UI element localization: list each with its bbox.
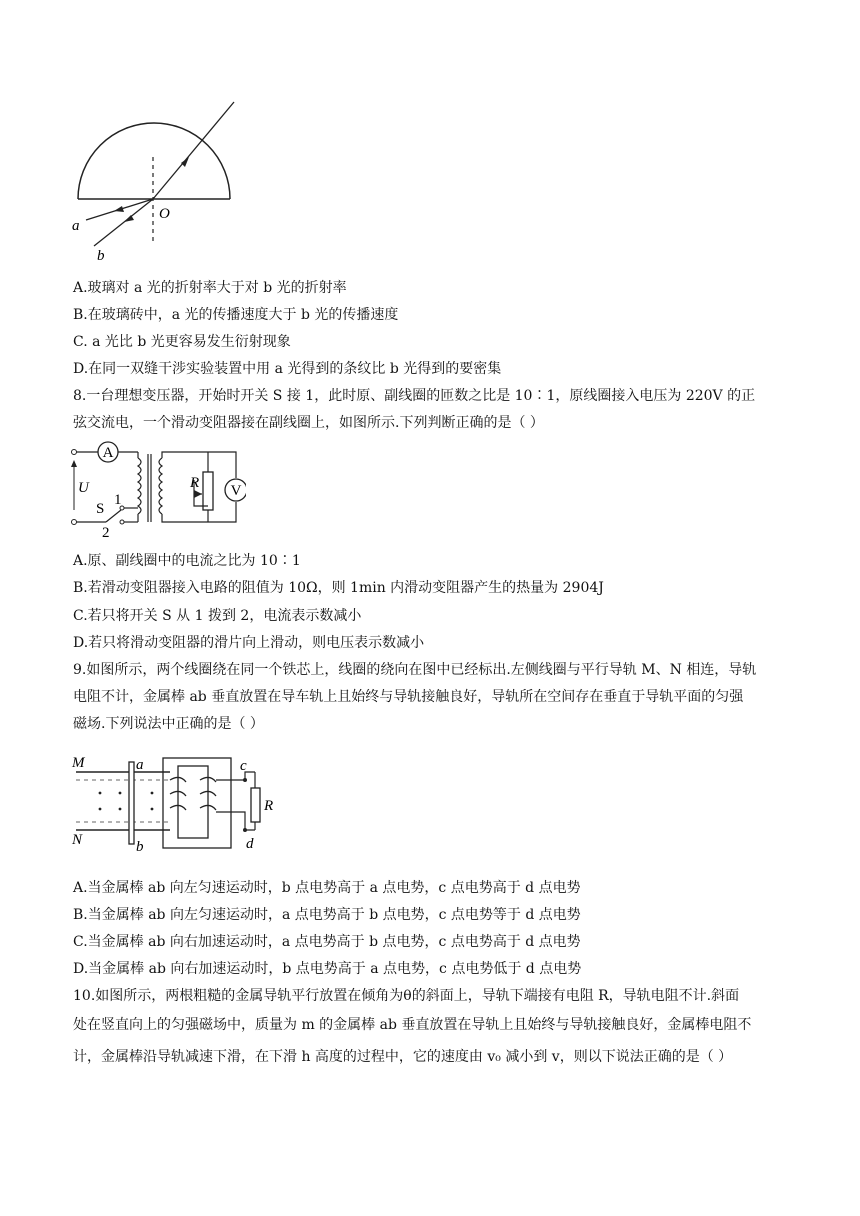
resistor-R <box>251 788 260 822</box>
label-a: a <box>72 218 80 234</box>
q9-stem-line2: 电阻不计，金属棒 ab 垂直放置在导车轨上且始终与导轨接触良好，导轨所在空间存在垂直于导轨平面的匀强 <box>73 689 744 705</box>
ammeter-label: A <box>102 445 114 461</box>
q9-option-c: C.当金属棒 ab 向右加速运动时，a 点电势高于 b 点电势，c 点电势高于 d 点电势 <box>73 934 581 950</box>
q8-figure <box>66 440 246 540</box>
label-S: S <box>96 501 105 517</box>
label-N: N <box>72 832 83 848</box>
iron-core-outer <box>163 758 231 848</box>
incident-arrow <box>181 157 189 167</box>
q7-option-c: C. a 光比 b 光更容易发生衍射现象 <box>73 334 291 350</box>
q7-option-a: A.玻璃对 a 光的折射率大于对 b 光的折射率 <box>73 280 347 296</box>
q8-option-c: C.若只将开关 S 从 1 拨到 2，电流表示数减小 <box>73 608 362 624</box>
q9-stem-line1: 9.如图所示，两个线圈绕在同一个铁芯上，线圈的绕向在图中已经标出.左侧线圈与平行导轨 M、N 相连，导轨 <box>73 662 757 678</box>
contact-2 <box>120 520 124 524</box>
label-1: 1 <box>114 492 122 508</box>
q10-stem-line3: 计，金属棒沿导轨减速下滑，在下滑 h 高度的过程中，它的速度由 v₀ 减小到 v，则以下说法正确的是（ ） <box>73 1049 733 1065</box>
q9-option-a: A.当金属棒 ab 向左匀速运动时，b 点电势高于 a 点电势，c 点电势高于 d 点电势 <box>73 880 581 896</box>
field-dots <box>99 792 154 811</box>
label-c: c <box>240 758 247 774</box>
q9-option-b: B.当金属棒 ab 向左匀速运动时，a 点电势高于 b 点电势，c 点电势等于 d 点电势 <box>73 907 581 923</box>
ray-b <box>94 199 153 246</box>
q8-option-b: B.若滑动变阻器接入电路的阻值为 10Ω，则 1min 内滑动变阻器产生的热量为 2904J <box>73 580 604 596</box>
q8-option-d: D.若只将滑动变阻器的滑片向上滑动，则电压表示数减小 <box>73 635 425 651</box>
q9-option-d: D.当金属棒 ab 向右加速运动时，b 点电势高于 a 点电势，c 点电势低于 d 点电势 <box>73 961 582 977</box>
q7-option-d: D.在同一双缝干涉实验装置中用 a 光得到的条纹比 b 光得到的要密集 <box>73 361 502 377</box>
label-M: M <box>72 755 85 771</box>
primary-coil <box>138 458 141 514</box>
label-b: b <box>97 248 105 264</box>
q9-figure <box>70 752 290 857</box>
label-R: R <box>264 798 274 814</box>
iron-core-inner <box>178 766 208 838</box>
q9-stem-line3: 磁场.下列说法中正确的是（ ） <box>73 716 264 732</box>
q8-stem-line2: 弦交流电，一个滑动变阻器接在副线圈上，如图所示.下列判断正确的是（ ） <box>73 415 544 431</box>
q8-option-a: A.原、副线圈中的电流之比为 10∶1 <box>73 553 301 569</box>
ray-a-arrow <box>114 206 124 212</box>
label-2: 2 <box>102 525 110 540</box>
switch-s <box>106 510 121 522</box>
label-a: a <box>136 757 144 773</box>
label-U: U <box>78 480 89 496</box>
terminal-bottom <box>72 520 77 525</box>
terminal-top <box>72 450 77 455</box>
q10-stem-line2: 处在竖直向上的匀强磁场中，质量为 m 的金属棒 ab 垂直放置在导轨上且始终与导轨接触良好，金属棒电阻不 <box>73 1017 752 1033</box>
voltmeter-label: V <box>230 483 242 499</box>
label-b: b <box>136 839 144 855</box>
q10-stem-line1: 10.如图所示，两根粗糙的金属导轨平行放置在倾角为θ的斜面上，导轨下端接有电阻 R，导轨电阻不计.斜面 <box>73 988 740 1004</box>
q7-option-b: B.在玻璃砖中，a 光的传播速度大于 b 光的传播速度 <box>73 307 399 323</box>
q8-stem-line1: 8.一台理想变压器，开始时开关 S 接 1，此时原、副线圈的匝数之比是 10∶1，原线圈接入电压为 220V 的正 <box>73 388 756 404</box>
label-R: R <box>190 475 200 491</box>
incident-ray <box>153 102 234 199</box>
label-O: O <box>159 206 170 222</box>
metal-rod-ab <box>129 762 134 844</box>
secondary-coil <box>159 458 162 514</box>
q7-figure <box>64 100 244 270</box>
rheostat <box>203 472 213 510</box>
label-d: d <box>246 836 254 852</box>
